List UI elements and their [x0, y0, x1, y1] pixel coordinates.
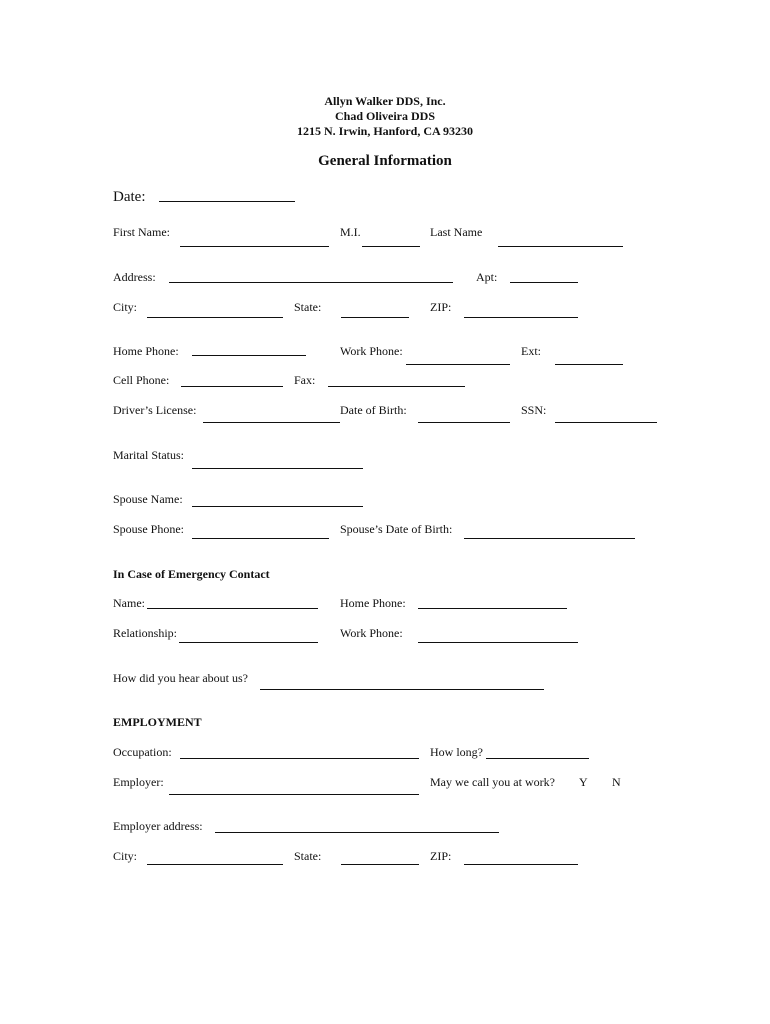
- practice-name: Allyn Walker DDS, Inc.: [324, 94, 446, 108]
- employer-zip-label: ZIP:: [430, 849, 452, 863]
- emergency-work-phone-field[interactable]: [418, 642, 578, 643]
- cell-phone-field[interactable]: [181, 386, 283, 387]
- ssn-label: SSN:: [521, 403, 547, 417]
- dob-label: Date of Birth:: [340, 403, 407, 417]
- last-name-label: Last Name: [430, 225, 483, 239]
- practice-address: 1215 N. Irwin, Hanford, CA 93230: [296, 124, 473, 138]
- date-label: Date:: [113, 189, 146, 205]
- state-field[interactable]: [341, 317, 409, 318]
- occupation-field[interactable]: [180, 758, 419, 759]
- ssn-field[interactable]: [555, 422, 657, 423]
- form-title: General Information: [318, 153, 452, 169]
- date-field[interactable]: [159, 201, 295, 202]
- work-phone-label: Work Phone:: [340, 344, 403, 358]
- doctor-name: Chad Oliveira DDS: [334, 109, 435, 123]
- employer-city-label: City:: [113, 849, 138, 863]
- emergency-name-label: Name:: [113, 596, 145, 610]
- call-at-work-no-option[interactable]: N: [612, 775, 621, 789]
- last-name-field[interactable]: [498, 246, 623, 247]
- mi-field[interactable]: [362, 246, 420, 247]
- state-label: State:: [294, 300, 322, 314]
- emergency-home-phone-field[interactable]: [418, 608, 567, 609]
- employer-zip-field[interactable]: [464, 864, 578, 865]
- spouse-phone-label: Spouse Phone:: [113, 522, 185, 536]
- referral-question: How did you hear about us?: [113, 671, 248, 685]
- spouse-phone-field[interactable]: [192, 538, 329, 539]
- emergency-home-phone-label: Home Phone:: [340, 596, 406, 610]
- emergency-name-field[interactable]: [147, 608, 318, 609]
- employment-heading: EMPLOYMENT: [113, 715, 202, 729]
- zip-label: ZIP:: [430, 300, 452, 314]
- city-label: City:: [113, 300, 138, 314]
- spouse-name-field[interactable]: [192, 506, 363, 507]
- drivers-license-field[interactable]: [203, 422, 340, 423]
- dob-field[interactable]: [418, 422, 510, 423]
- city-field[interactable]: [147, 317, 283, 318]
- employer-address-field[interactable]: [215, 832, 499, 833]
- employer-city-field[interactable]: [147, 864, 283, 865]
- employer-state-field[interactable]: [341, 864, 419, 865]
- apt-field[interactable]: [510, 282, 578, 283]
- marital-status-field[interactable]: [192, 468, 363, 469]
- spouse-name-label: Spouse Name:: [113, 492, 183, 506]
- employer-field[interactable]: [169, 794, 419, 795]
- spouse-dob-field[interactable]: [464, 538, 635, 539]
- relationship-label: Relationship:: [113, 626, 177, 640]
- mi-label: M.I.: [340, 225, 361, 239]
- home-phone-label: Home Phone:: [113, 344, 179, 358]
- emergency-contact-heading: In Case of Emergency Contact: [113, 567, 270, 581]
- first-name-label: First Name:: [113, 225, 170, 239]
- occupation-label: Occupation:: [113, 745, 172, 759]
- apt-label: Apt:: [476, 270, 498, 284]
- call-at-work-yes-option[interactable]: Y: [579, 775, 588, 789]
- emergency-work-phone-label: Work Phone:: [340, 626, 403, 640]
- address-field[interactable]: [169, 282, 453, 283]
- ext-field[interactable]: [555, 364, 623, 365]
- ext-label: Ext:: [521, 344, 541, 358]
- referral-field[interactable]: [260, 689, 544, 690]
- call-at-work-label: May we call you at work?: [430, 775, 555, 789]
- cell-phone-label: Cell Phone:: [113, 373, 170, 387]
- fax-label: Fax:: [294, 373, 316, 387]
- fax-field[interactable]: [328, 386, 465, 387]
- relationship-field[interactable]: [179, 642, 318, 643]
- drivers-license-label: Driver’s License:: [113, 403, 197, 417]
- home-phone-field[interactable]: [192, 355, 306, 356]
- marital-status-label: Marital Status:: [113, 448, 184, 462]
- how-long-label: How long?: [430, 745, 483, 759]
- address-label: Address:: [113, 270, 156, 284]
- work-phone-field[interactable]: [406, 364, 510, 365]
- employer-address-label: Employer address:: [113, 819, 203, 833]
- employer-label: Employer:: [113, 775, 164, 789]
- first-name-field[interactable]: [180, 246, 329, 247]
- employer-state-label: State:: [294, 849, 322, 863]
- zip-field[interactable]: [464, 317, 578, 318]
- spouse-dob-label: Spouse’s Date of Birth:: [340, 522, 453, 536]
- how-long-field[interactable]: [486, 758, 589, 759]
